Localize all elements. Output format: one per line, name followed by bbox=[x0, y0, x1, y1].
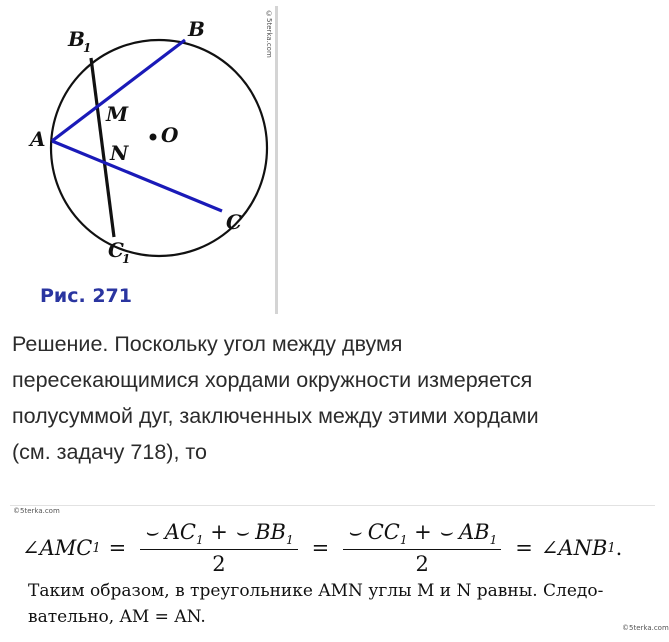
formula-lhs: ∠AMC bbox=[22, 536, 93, 561]
equals-sign: = bbox=[515, 536, 533, 561]
watermark-formula: ©5terka.com bbox=[13, 507, 60, 515]
label-b: B bbox=[188, 17, 205, 41]
label-a: A bbox=[30, 127, 46, 151]
figure-caption: Рис. 271 bbox=[40, 285, 132, 307]
conclusion-line: вательно, AM = AN. bbox=[28, 607, 206, 627]
watermark-figure: ©5terka.com bbox=[265, 10, 273, 58]
label-c: C bbox=[226, 210, 242, 234]
chord-ac bbox=[52, 141, 222, 211]
label-b1: B bbox=[68, 27, 85, 51]
label-m: M bbox=[106, 102, 129, 126]
center-point bbox=[150, 134, 157, 141]
figure-panel bbox=[10, 6, 278, 314]
textbook-excerpt bbox=[10, 505, 669, 642]
fraction-1: $\frac{⌣ AC_1 + ⌣ BB_1}{2}$ bbox=[140, 520, 297, 576]
label-c1: C bbox=[108, 238, 124, 262]
label-c1-sub: 1 bbox=[122, 252, 131, 266]
figure-diagram bbox=[10, 6, 278, 314]
solution-line: пересекающимися хордами окружности измеряется bbox=[12, 368, 533, 392]
fraction-2: $\frac{⌣ CC_1 + ⌣ AB_1}{2}$ bbox=[343, 520, 501, 576]
label-o: O bbox=[161, 123, 179, 147]
solution-line: Решение. Поскольку угол между двумя bbox=[12, 332, 403, 356]
watermark-conclusion: ©5terka.com bbox=[622, 624, 669, 632]
label-n: N bbox=[110, 141, 129, 165]
angle-equation: ∠AMC 1 = $\frac{⌣ AC_1 + ⌣ BB_1}{2}$ = $\frac{⌣ CC_1 + ⌣ AB_1}{2}$ = ∠ANB 1 . bbox=[22, 520, 623, 577]
label-b1-sub: 1 bbox=[83, 41, 92, 55]
formula-rhs: ∠ANB bbox=[540, 536, 608, 561]
solution-text bbox=[12, 326, 652, 470]
conclusion-line: Таким образом, в треугольнике AMN углы M и N равны. Следо- bbox=[28, 581, 604, 601]
solution-line: (см. задачу 718), то bbox=[12, 440, 207, 464]
solution-line: полусуммой дуг, заключенных между этими хордами bbox=[12, 404, 539, 428]
equals-sign: = bbox=[108, 536, 127, 561]
conclusion-text bbox=[28, 578, 638, 630]
equals-sign: = bbox=[311, 536, 330, 561]
